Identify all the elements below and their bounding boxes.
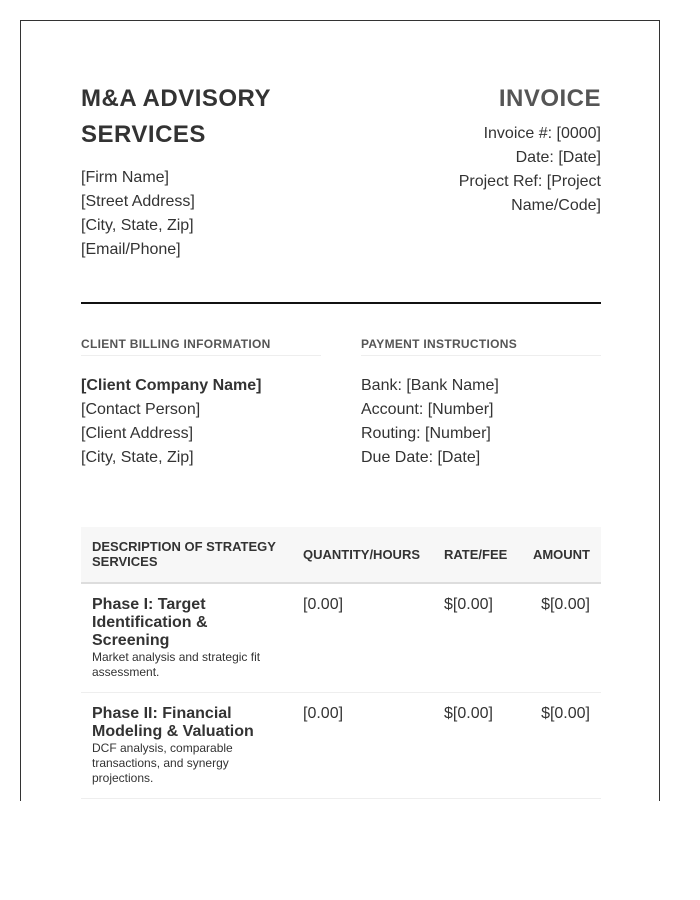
service-title: Phase I: Target Identification & Screening [92,596,208,649]
client-billing-heading: CLIENT BILLING INFORMATION [81,337,321,356]
quantity-cell: [0.00] [292,693,433,799]
rate-cell: $[0.00] [433,693,520,799]
info-row [81,337,601,470]
payment-info-line: Due Date: [Date] [361,449,481,466]
rate-cell: $[0.00] [433,583,520,693]
amount-cell: $[0.00] [520,693,601,799]
company-block [81,81,341,262]
service-cell [81,583,292,693]
company-address-line: [City, State, Zip] [81,217,194,234]
payment-instructions-heading: PAYMENT INSTRUCTIONS [361,337,601,356]
invoice-date: Date: [Date] [515,149,601,166]
table-row [81,693,601,799]
invoice-page [20,20,660,801]
amount-cell: $[0.00] [520,583,601,693]
client-info-line: [City, State, Zip] [81,449,194,466]
table-header-row [81,527,601,583]
service-description: DCF analysis, comparable transactions, and synergy projections. [92,741,233,785]
header-quantity: QUANTITY/HOURS [292,527,433,583]
header-description: DESCRIPTION OF STRATEGY SERVICES [81,527,292,583]
payment-info-line: Account: [Number] [361,401,494,418]
company-address-line: [Street Address] [81,193,195,210]
invoice-title: INVOICE [498,85,601,112]
service-cell [81,693,292,799]
service-title: Phase II: Financial Modeling & Valuation [92,705,254,740]
project-ref: Project Ref: [Project [458,173,601,190]
client-billing-section [81,337,321,470]
invoice-number: Invoice #: [0000] [483,125,601,142]
client-info-line: [Client Address] [81,425,194,442]
client-company-name: [Client Company Name] [81,377,262,394]
quantity-cell: [0.00] [292,583,433,693]
company-address-line: [Email/Phone] [81,241,181,258]
invoice-header [81,81,601,302]
service-description: Market analysis and strategic fit assessment. [92,650,261,679]
header-amount: AMOUNT [520,527,601,583]
company-name [81,81,341,153]
header-divider [81,302,601,304]
company-name-line1: M&A ADVISORY [81,85,272,112]
table-row [81,583,601,693]
company-name-line2: SERVICES [81,121,206,148]
header-rate: RATE/FEE [433,527,520,583]
invoice-content [81,81,601,799]
payment-instructions-section [361,337,601,470]
services-table [81,527,601,799]
payment-info-line: Bank: [Bank Name] [361,377,499,394]
company-address-line: [Firm Name] [81,169,169,186]
project-ref-cont: Name/Code] [511,197,601,214]
client-info-line: [Contact Person] [81,401,201,418]
payment-info-line: Routing: [Number] [361,425,491,442]
invoice-meta-block [361,81,601,218]
